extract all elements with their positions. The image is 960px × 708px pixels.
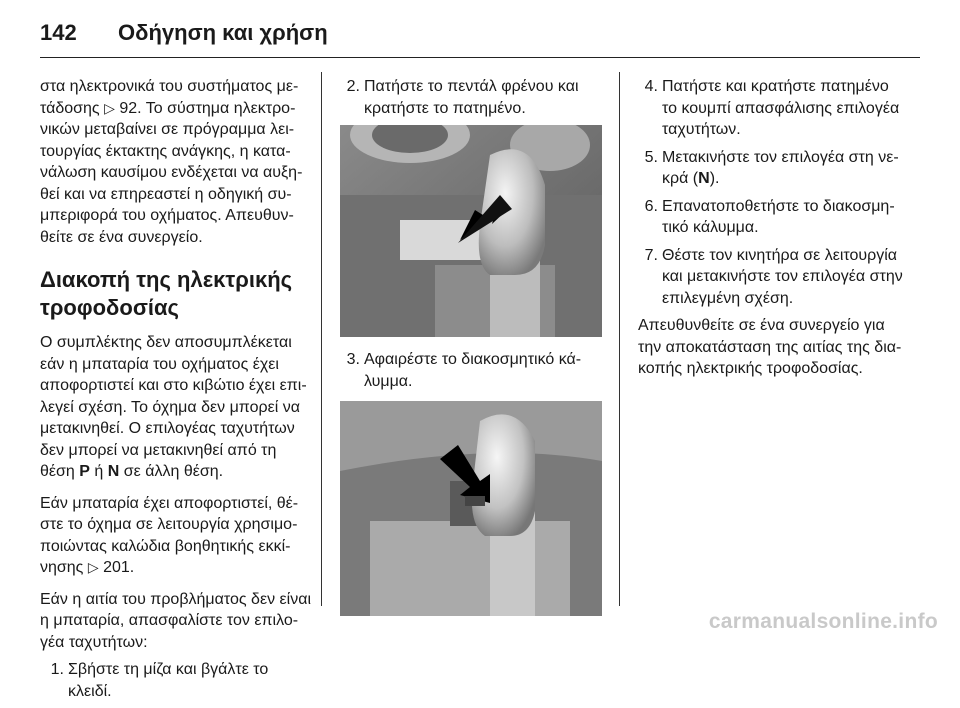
step-list [340,349,602,392]
decorative-cover-photo [340,398,602,616]
gear-selector-photo [340,125,602,337]
column-divider [321,72,322,606]
list-item: 4. Πατήστε και κρατήστε πατημένο το κουμπί απασφάλισης επιλογέα ταχυτήτων. [644,78,900,138]
outro-paragraph: Απευθυνθείτε σε ένα συνεργείο για την αποκατάσταση της αιτίας της δια-κοπής ηλεκτρικής τροφοδοσίας. [638,317,902,377]
column-left [40,76,315,708]
gear-n-symbol: N [698,170,710,187]
column-divider [619,72,620,606]
header-divider [40,57,920,58]
column-middle [340,76,602,628]
gear-n-symbol: N [107,463,120,480]
page-ref[interactable]: 92 [119,99,138,117]
list-item: 6. Επανατοποθετήστε το διακοσμη-τικό κάλυμμα. [644,197,895,236]
list-item: 7. Θέστε τον κινητήρα σε λειτουργία και μετακινήστε τον επιλογέα στην επιλεγμένη σχέση. [644,246,903,307]
list-item: 3. Αφαιρέστε το διακοσμητικό κά-λυμμα. [346,351,582,390]
step-list [40,659,315,702]
page-ref-arrow-icon: ▷ [104,99,115,116]
step-list [638,76,906,309]
column-right [638,76,906,390]
list-item: 5. Μετακινήστε τον επιλογέα στη νε-κρά (N). [644,148,899,187]
step-list [340,76,602,119]
intro-paragraph: στα ηλεκτρονικά του συστήματος με-τάδοσης ▷ 92. Το σύστημα ηλεκτρο-νικών μεταβαίνει σε πρόγραμμα λει-τουργίας έκτακτης ανάγκης, η κατα-νάλωση καυσίμου ενδέχεται να αυξη-θεί και να επηρεαστεί η οδηγική συ-μπεριφορά του οχήματος. Απευθυν-θείτε σε ένα συνεργείο. [40,78,303,246]
section-heading: Διακοπή της ηλεκτρικής τροφοδοσίας [40,267,293,320]
paragraph-1: Ο συμπλέκτης δεν αποσυμπλέκεται εάν η μπαταρία του οχήματος έχει αποφορτιστεί και στο κιβώτιο έχει επι-λεγεί σχέση. Το όχημα δεν μπορεί να μετακινηθεί. Ο επιλογέας ταχυτήτων δεν μπορεί να μετακινηθεί από τη θέση P ή N σε άλλη θέση. [40,334,307,480]
page-ref[interactable]: 201 [103,559,130,576]
paragraph-3: Εάν η αιτία του προβλήματος δεν είναι η μπαταρία, απασφαλίστε τον επιλο-γέα ταχυτήτων: [40,590,312,651]
watermark: carmanualsonline.info [708,610,938,633]
page-number: 142 [40,20,77,45]
gear-p-symbol: P [79,463,90,480]
page-ref-arrow-icon: ▷ [87,559,99,575]
list-item: 1. Σβήστε τη μίζα και βγάλτε το κλειδί. [50,661,269,700]
page-title: Οδήγηση και χρήση [118,20,328,45]
list-item: 2. Πατήστε το πεντάλ φρένου και κρατήστε το πατημένο. [346,78,579,117]
paragraph-2: Εάν μπαταρία έχει αποφορτιστεί, θέ-στε το όχημα σε λειτουργία χρησιμο-ποιώντας καλώδια βοηθητικής εκκί-νησης ▷ 201. [40,494,299,576]
